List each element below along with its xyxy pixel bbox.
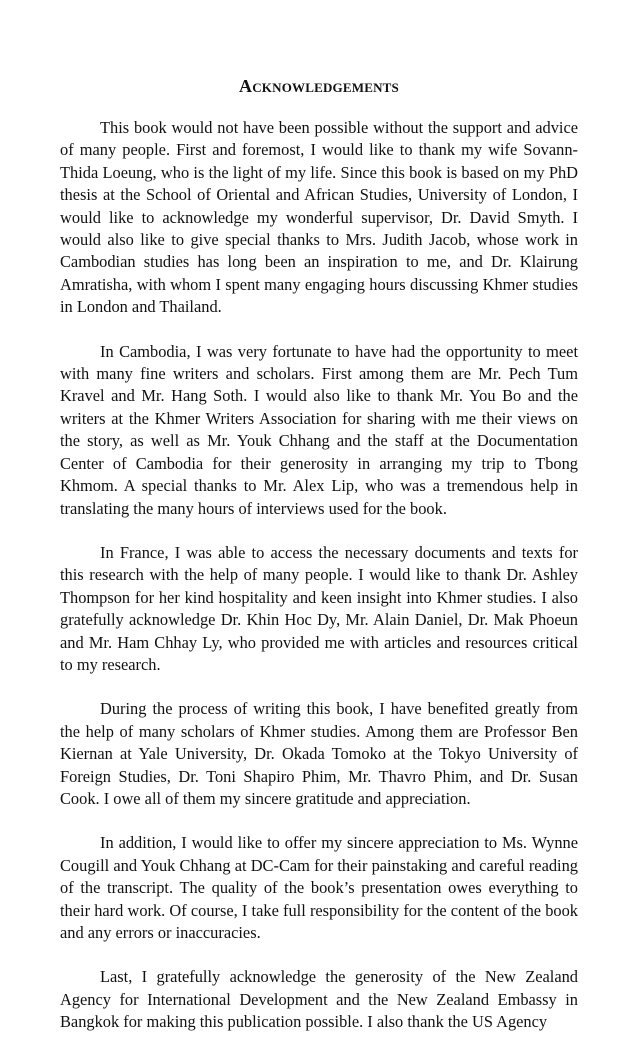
paragraph-5: In addition, I would like to offer my sincere appreciation to Ms. Wynne Cougill and Youk Chhang at DC-Cam for their painstaking and careful reading of the transcript. The quality of the book’s presentation owes everything to their hard work. Of course, I take full responsibility for the content of the book and any errors or inaccuracies. bbox=[60, 833, 578, 942]
page-title: Acknowledgements bbox=[239, 76, 399, 96]
paragraph-2: In Cambodia, I was very fortunate to have had the opportunity to meet with many fine writers and scholars. First among them are Mr. Pech Tum Kravel and Mr. Hang Soth. I would also like to thank Mr. You Bo and the writers at the Khmer Writers Association for sharing with me their views on the story, as well as Mr. Youk Chhang and the staff at the Documentation Center of Cambodia for their generosity in arranging my trip to Tbong Khmom. A special thanks to Mr. Alex Lip, who was a tremendous help in translating the many hours of interviews used for the book. bbox=[60, 341, 578, 518]
paragraph-1: This book would not have been possible without the support and advice of many people. First and foremost, I would like to thank my wife Sovann-Thida Loeung, who is the light of my life. Since this book is based on my PhD thesis at the School of Oriental and African Studies, University of London, I would like to acknowledge my wonderful supervisor, Dr. David Smyth. I would also like to give special thanks to Mrs. Judith Jacob, whose work in Cambodian studies has long been an inspiration to me, and Dr. Klairung Amratisha, with whom I spent many engaging hours discussing Khmer studies in London and Thailand. bbox=[60, 118, 578, 317]
body-text bbox=[60, 117, 578, 1056]
paragraph-3: In France, I was able to access the necessary documents and texts for this research with the help of many people. I would like to thank Dr. Ashley Thompson for her kind hospitality and keen insight into Khmer studies. I also gratefully acknowledge Dr. Khin Hoc Dy, Mr. Alain Daniel, Dr. Mak Phoeun and Mr. Ham Chhay Ly, who provided me with articles and resources critical to my research. bbox=[60, 542, 578, 674]
paragraph-6: Last, I gratefully acknowledge the generosity of the New Zealand Agency for International Development and the New Zealand Embassy in Bangkok for making this publication possible. I also thank the US Agency bbox=[60, 967, 578, 1032]
paragraph-4: During the process of writing this book, I have benefited greatly from the help of many scholars of Khmer studies. Among them are Professor Ben Kiernan at Yale University, Dr. Okada Tomoko at the Tokyo University of Foreign Studies, Dr. Toni Shapiro Phim, Mr. Thavro Phim, and Dr. Susan Cook. I owe all of them my sincere gratitude and appreciation. bbox=[60, 699, 578, 808]
